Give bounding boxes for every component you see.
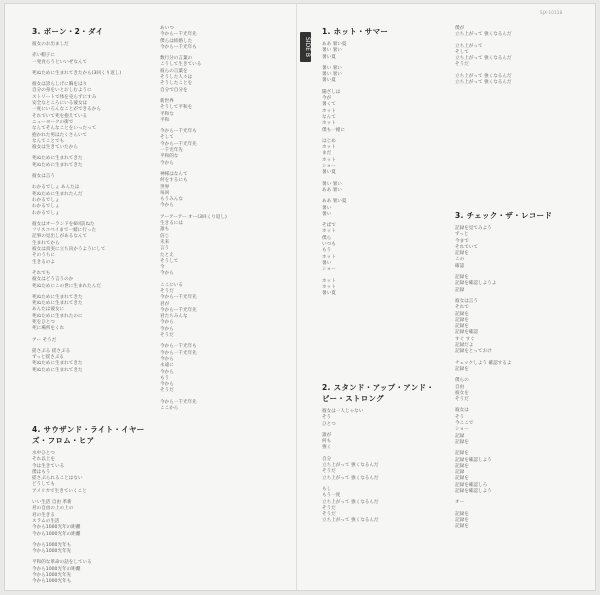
lyric-line: 彼女を bbox=[455, 390, 469, 396]
stanza-gap bbox=[160, 412, 280, 417]
lyric-line: 記事の見出しがあるなんて bbox=[32, 234, 88, 240]
lyric-line: 彼女は一人じゃない bbox=[322, 409, 364, 414]
lyric-line: 神様はなんて bbox=[160, 171, 188, 177]
song-column-5 bbox=[322, 382, 440, 530]
lyric-stanza bbox=[32, 185, 150, 216]
lyric-stanza bbox=[160, 99, 280, 124]
lyric-line: 立ち上がって 強くなるんだ bbox=[322, 499, 379, 505]
lyric-line: 君の生きる bbox=[32, 512, 55, 518]
lyric-line: 死に場所をくれ bbox=[32, 326, 65, 332]
lyric-line: 死をひとつ bbox=[32, 319, 55, 325]
lyric-line: 今から一千光年も bbox=[160, 344, 197, 350]
lyric-line: 暑い bbox=[322, 260, 332, 266]
lyric-line: 今からー千光年先 bbox=[160, 295, 197, 301]
lyric-line: 今から bbox=[160, 369, 174, 375]
lyric-line: 死ぬために生まれてきた bbox=[32, 294, 83, 300]
lyric-line: 暑い bbox=[322, 211, 332, 217]
lyric-line: この bbox=[455, 257, 465, 263]
lyric-stanza bbox=[160, 283, 280, 340]
lyric-line: そうしたことを bbox=[160, 81, 193, 87]
lyric-line: そうだ bbox=[322, 512, 336, 518]
lyric-stanza bbox=[322, 66, 440, 85]
lyric-stanza bbox=[32, 560, 150, 585]
lyric-line: 僕はもう bbox=[32, 469, 51, 475]
lyric-line: もう bbox=[322, 248, 332, 254]
lyric-line: オー bbox=[455, 500, 465, 506]
lyric-stanza bbox=[322, 457, 440, 482]
lyric-stanza bbox=[160, 26, 280, 51]
lyric-line: 記録を bbox=[455, 317, 469, 323]
lyric-stanza bbox=[455, 451, 575, 495]
lyric-stanza bbox=[322, 409, 440, 428]
lyric-line: 今 bbox=[160, 265, 165, 271]
lyric-line: 彼女はオーランドを6回訪ねた bbox=[32, 221, 95, 227]
lyric-line: 今から1000光年も bbox=[32, 542, 72, 548]
stanza-gap bbox=[32, 374, 150, 379]
lyric-line: 僕らは結婚した bbox=[160, 38, 193, 44]
lyric-line: 永遠に bbox=[160, 363, 174, 369]
lyric-line: 彼女は真実に立ち向かうようにして bbox=[32, 247, 106, 253]
lyric-line: 君の自由の上の上の bbox=[32, 506, 74, 512]
lyric-line: ずっと揺さぶる bbox=[32, 355, 64, 361]
lyric-line: 安全なところにいる彼女は bbox=[32, 101, 88, 107]
lyric-line: 数行分の言葉の bbox=[160, 56, 193, 62]
lyric-line: 何も bbox=[322, 439, 332, 445]
lyric-line: ホット bbox=[322, 278, 336, 284]
lyric-line: 死ぬために生まれてきたから(3回くり返し) bbox=[32, 70, 122, 76]
lyric-line: 今から bbox=[160, 203, 174, 209]
lyric-line: 今は生きている bbox=[32, 463, 65, 469]
song-column-2 bbox=[32, 424, 150, 591]
song-title: 3. チェック・ザ・レコード bbox=[455, 211, 553, 220]
lyric-line: 君が bbox=[160, 301, 170, 307]
lyric-line: 誰も bbox=[160, 227, 170, 233]
lyric-stanza bbox=[32, 543, 150, 556]
lyric-stanza bbox=[160, 129, 280, 167]
lyric-stanza bbox=[455, 74, 575, 87]
lyric-line: 記録を bbox=[455, 463, 469, 469]
side-b-label: SIDE B bbox=[300, 32, 311, 62]
lyric-line: 記録を bbox=[455, 517, 469, 523]
lyric-line: 今から1000光年も bbox=[32, 579, 72, 585]
lyric-line: ショー bbox=[322, 164, 336, 170]
lyric-line: 誰が bbox=[322, 432, 332, 438]
lyric-stanza bbox=[160, 172, 280, 210]
lyric-line: 記録を bbox=[455, 251, 469, 257]
lyric-line: ああ 暑い夏 bbox=[322, 42, 347, 47]
center-fold bbox=[296, 3, 297, 591]
lyric-line: 今からー千光年も bbox=[160, 44, 197, 50]
lyric-line: 彼女は言う bbox=[32, 174, 55, 180]
lyric-line: 記録を見てみよう bbox=[455, 226, 492, 231]
lyric-line: ここから bbox=[160, 406, 179, 412]
lyric-line: 立ち上がって 強くなるんだ bbox=[455, 73, 512, 79]
lyric-line: 暑い 暑い bbox=[322, 48, 342, 54]
lyric-line: そうして平和を bbox=[160, 105, 193, 111]
lyric-stanza bbox=[32, 82, 150, 151]
lyric-line: 今から一千光年先 bbox=[160, 399, 197, 405]
lyric-line: それでいて bbox=[455, 244, 478, 250]
lyric-stanza bbox=[160, 56, 280, 94]
lyric-line: なんてそんなことをいったって bbox=[32, 126, 97, 132]
lyric-stanza bbox=[322, 199, 440, 218]
lyric-line: それでいて死を抱えている bbox=[32, 113, 88, 119]
lyric-line: ショー bbox=[455, 427, 469, 433]
lyric-line: 記録を bbox=[455, 275, 469, 281]
lyric-line: 記録 bbox=[455, 287, 465, 293]
stanza-gap bbox=[455, 86, 575, 91]
lyric-stanza bbox=[32, 349, 150, 374]
lyric-line: ホット bbox=[322, 108, 336, 114]
lyric-line: 立ち上がって 強くなるんだ bbox=[322, 463, 379, 469]
lyric-line: 僕らの bbox=[455, 378, 469, 384]
lyric-line: 今から1000光年の距離 bbox=[32, 566, 81, 572]
lyric-line: ここにいる bbox=[160, 282, 183, 288]
lyric-line: いつも bbox=[322, 242, 336, 248]
lyric-line: 記録を確認 bbox=[455, 330, 478, 336]
lyric-line: 彼女は生きていたから bbox=[32, 145, 78, 151]
lyric-line: もし bbox=[322, 486, 332, 492]
lyric-stanza bbox=[32, 295, 150, 333]
lyric-line: 暑い 暑い bbox=[322, 181, 342, 187]
lyric-stanza bbox=[455, 26, 575, 39]
lyric-line: 暑い 暑い bbox=[322, 65, 342, 71]
lyric-line: たとえ bbox=[160, 252, 174, 258]
lyric-line: 平和的な革命の話をしている bbox=[32, 560, 92, 566]
lyric-line: 暑い 暑い bbox=[322, 72, 342, 78]
lyric-line: 彼女はどう言うのか bbox=[32, 277, 74, 283]
lyric-line: どうしても bbox=[32, 482, 55, 488]
song-title: 3. ボーン・2・ダイ bbox=[32, 27, 104, 36]
lyric-line: まだ bbox=[322, 151, 332, 157]
lyric-line: 記録 bbox=[455, 433, 465, 439]
lyric-line: 今が bbox=[322, 96, 332, 102]
lyric-line: 立ち上がって 強くなるんだ bbox=[322, 518, 379, 524]
lyric-stanza bbox=[32, 451, 150, 495]
lyric-line: スラムの生活 bbox=[32, 518, 60, 524]
lyric-line: 信じ bbox=[160, 233, 170, 239]
lyric-line: 一度にいろんなことができるから bbox=[32, 107, 101, 113]
lyric-line: アーアーアー オー(3回くり返し) bbox=[160, 214, 227, 220]
lyric-line: 平和な bbox=[160, 111, 174, 117]
lyric-line: 暑い夏 bbox=[322, 291, 336, 297]
lyric-line: アー そうだ bbox=[32, 337, 57, 343]
lyric-line: 彼女は言う bbox=[455, 298, 478, 304]
lyric-line: もう bbox=[160, 375, 170, 381]
lyric-line: 今からー千光年先 bbox=[160, 141, 197, 147]
lyric-line: ひとつ bbox=[322, 421, 336, 427]
lyric-line: 彼らの言葉を bbox=[160, 68, 188, 74]
lyric-line: 死ぬために生まれてきた bbox=[32, 156, 83, 162]
lyric-line: 赤い帽子に bbox=[32, 53, 55, 59]
lyric-line: ショー bbox=[322, 267, 336, 273]
lyric-line: 彼女のお出ましだ bbox=[32, 42, 69, 47]
lyric-line: そばで bbox=[322, 223, 336, 229]
lyric-line: 今から bbox=[160, 382, 174, 388]
lyric-line: そうだ bbox=[160, 388, 174, 394]
lyric-line: もう一度 bbox=[322, 493, 341, 499]
lyric-line: こうして生きている bbox=[160, 62, 202, 68]
lyric-line: 言う bbox=[160, 246, 170, 252]
lyric-line: ストリートで体を売らずにすみ bbox=[32, 94, 97, 100]
lyric-line: 死ぬために生まれたんだ bbox=[32, 191, 83, 197]
lyric-line: 平和 bbox=[160, 117, 170, 123]
lyric-line: そう bbox=[322, 415, 332, 421]
lyric-line: 一発食らうといいぜなんて bbox=[32, 59, 88, 65]
lyric-line: 記録を bbox=[455, 524, 469, 530]
lyric-line: なんて bbox=[322, 114, 336, 120]
lyric-line: ホット bbox=[322, 157, 336, 163]
lyric-line: 死ぬために生まれてきた bbox=[32, 162, 83, 168]
song-column-4 bbox=[322, 26, 440, 302]
lyric-line: 抱かれた男はたくさんいて bbox=[32, 132, 88, 138]
lyric-line: 強く bbox=[322, 445, 332, 451]
lyric-line: 記録を確認しようよ bbox=[455, 281, 497, 287]
lyric-line: 暑い夏 bbox=[322, 170, 336, 176]
lyric-line: 確認 bbox=[455, 263, 465, 269]
lyric-line: 生きるのよ bbox=[32, 259, 55, 265]
lyric-line: 記録を確認しよう bbox=[455, 488, 492, 494]
lyric-line: 水中ひとつ bbox=[32, 451, 55, 456]
lyric-line: 今からー千光年も bbox=[160, 129, 197, 135]
lyric-stanza bbox=[322, 223, 440, 273]
lyric-line: もうみんな bbox=[160, 197, 183, 203]
lyric-stanza bbox=[455, 361, 575, 374]
lyric-line: 記録を bbox=[455, 439, 469, 445]
lyric-line: そして bbox=[160, 135, 174, 141]
lyric-line: 一千光年先 bbox=[160, 148, 183, 154]
lyric-stanza bbox=[32, 222, 150, 266]
lyric-line: そうした人々は bbox=[160, 75, 193, 81]
lyric-line: ニューヨークの街で bbox=[32, 119, 74, 125]
lyric-line: 今から1000光年の距離 bbox=[32, 531, 81, 537]
lyric-line: わかるでしょ bbox=[32, 197, 60, 203]
lyric-line: 自分 bbox=[322, 456, 332, 462]
lyric-stanza bbox=[160, 344, 280, 394]
lyric-line: 未来 bbox=[160, 239, 170, 245]
lyric-line: 毎回 bbox=[160, 190, 170, 196]
lyric-line: あんたは彼女に bbox=[32, 307, 65, 313]
lyric-line: 今から bbox=[160, 326, 174, 332]
lyric-line: 生きるには bbox=[160, 221, 183, 227]
lyric-line: そうだ bbox=[322, 469, 336, 475]
lyric-line: そうだ bbox=[455, 62, 469, 68]
song-title: 2. スタンド・アップ・アンド・ビー・ストロング bbox=[322, 383, 435, 403]
lyric-line: 自由 bbox=[455, 384, 465, 390]
lyric-line: 陽ざしは bbox=[322, 89, 341, 95]
lyric-line: 立ち上がって 強くなるんだ bbox=[455, 32, 512, 38]
lyric-line: 暑い夏 bbox=[322, 54, 336, 60]
lyric-line: そして bbox=[455, 49, 469, 55]
lyric-line: そのうちに bbox=[32, 253, 55, 259]
lyric-line: 死ぬために生まれてきた bbox=[32, 367, 83, 373]
lyric-line: そう bbox=[455, 414, 465, 420]
lyric-line: なんてことでも bbox=[32, 138, 65, 144]
lyric-line: そうだ bbox=[160, 288, 174, 294]
lyric-line: 今からー千光年先 bbox=[160, 307, 197, 313]
lyric-line: 立ち上がって bbox=[455, 43, 483, 49]
lyric-line: 今まで bbox=[455, 238, 469, 244]
lyric-stanza bbox=[322, 42, 440, 61]
song-title: 1. ホット・サマー bbox=[322, 27, 389, 36]
lyric-line: 今から bbox=[160, 160, 174, 166]
lyric-line: 記録を bbox=[455, 366, 469, 372]
lyric-line: 死ぬために生まれてきた bbox=[32, 361, 83, 367]
lyric-stanza bbox=[455, 378, 575, 403]
lyric-stanza bbox=[160, 215, 280, 278]
song-column-7 bbox=[455, 210, 575, 535]
lyric-line: 記録を bbox=[455, 311, 469, 317]
lyric-line: 死ぬためにこの世に生まれたんだ bbox=[32, 283, 101, 289]
lyric-line: 生まれてから bbox=[32, 240, 60, 246]
lyric-line: 今からー千光年先 bbox=[160, 32, 197, 38]
song-title: 4. サウザンド・ライト・イヤーズ・フロム・ヒア bbox=[32, 425, 145, 445]
lyric-line: わかるでしょ あんたは bbox=[32, 185, 80, 191]
lyric-line: ホット bbox=[322, 284, 336, 290]
lyric-line: 今から bbox=[160, 356, 174, 362]
lyric-line: 死ぬために生まれたのに bbox=[32, 313, 83, 319]
stanza-gap bbox=[322, 525, 440, 530]
lyric-line: 自分の身をいとおしむように bbox=[32, 88, 92, 94]
lyric-line: 今から1000光年の距離 bbox=[32, 525, 81, 531]
lyric-line: そうして bbox=[160, 258, 179, 264]
lyric-stanza bbox=[322, 487, 440, 525]
lyric-line: 今から bbox=[160, 320, 174, 326]
lyric-line: ホット bbox=[322, 145, 336, 151]
lyric-stanza bbox=[455, 44, 575, 69]
catalog-number: SJX-10118 bbox=[540, 10, 563, 15]
lyric-line: わかるでしょ bbox=[32, 204, 60, 210]
lyric-line: ホット bbox=[322, 229, 336, 235]
lyric-line: そうだ bbox=[455, 397, 469, 403]
lyric-stanza bbox=[160, 400, 280, 413]
lyric-line: 立ち上がって 強くなるんだ bbox=[455, 80, 512, 86]
lyric-line: 記録を bbox=[455, 324, 469, 330]
lyric-line: ああ 暑い夏 bbox=[322, 199, 347, 205]
lyric-stanza bbox=[322, 90, 440, 134]
lyric-line: ホット bbox=[322, 121, 336, 127]
lyric-stanza bbox=[32, 271, 150, 290]
lyric-line: 新世界 bbox=[160, 98, 174, 104]
lyric-line: それでも bbox=[32, 270, 51, 276]
lyric-line: 立ち上がって 強くなるんだ bbox=[455, 56, 512, 62]
lyric-stanza bbox=[455, 226, 575, 270]
lyric-stanza bbox=[32, 500, 150, 538]
lyric-line: 立ち上がって 強くなるんだ bbox=[322, 475, 379, 481]
lyric-line: 今から1000光年先 bbox=[32, 573, 72, 579]
lyric-line: 彼女は bbox=[455, 408, 469, 414]
lyric-line: 今から bbox=[160, 271, 174, 277]
lyric-line: 死ぬために生まれてきた bbox=[32, 301, 83, 307]
lyric-stanza bbox=[455, 275, 575, 294]
lyric-line: はじめ bbox=[322, 138, 336, 144]
lyric-line: ずっと bbox=[455, 232, 469, 238]
lyric-line: 記録を確認しろ bbox=[455, 482, 488, 488]
lyric-line: そうだ bbox=[160, 333, 174, 339]
lyric-stanza bbox=[32, 156, 150, 169]
lyric-line: 平和的な bbox=[160, 154, 179, 160]
lyric-line: 君たちみんな bbox=[160, 314, 188, 320]
lyric-line: いい生活 自由 革新 bbox=[32, 500, 72, 506]
lyric-stanza bbox=[455, 299, 575, 356]
lyric-line: それで bbox=[455, 305, 469, 311]
lyric-line: 彼女は誇らしげに胸をはり bbox=[32, 82, 88, 88]
lyric-line: あいつ bbox=[160, 26, 174, 31]
lyric-line: 記録をとっておけ bbox=[455, 349, 492, 355]
lyric-line: 揺さぶる 揺さぶる bbox=[32, 348, 71, 354]
lyric-line: 記録だよ bbox=[455, 343, 474, 349]
lyric-stanza bbox=[455, 408, 575, 446]
lyric-line: 今ここで bbox=[455, 421, 474, 427]
lyric-line: 僕も一緒に bbox=[322, 127, 345, 133]
lyric-line: ホット bbox=[322, 254, 336, 260]
lyric-line: 僕ら bbox=[322, 235, 332, 241]
lyric-line: フリスコベイまで一緒に行った bbox=[32, 228, 97, 234]
lyric-line: そうだ bbox=[322, 505, 336, 511]
lyric-line: 僕が bbox=[455, 26, 465, 31]
stanza-gap bbox=[455, 530, 575, 535]
lyric-line: 暑い夏 bbox=[322, 78, 336, 84]
stanza-gap bbox=[32, 586, 150, 591]
lyric-line: 暑い bbox=[322, 205, 332, 211]
lyric-line: 揺さぶられることはない bbox=[32, 476, 83, 482]
lyric-line: チェックしよう 確認するよ bbox=[455, 360, 512, 366]
lyric-line: 今から一千光年先 bbox=[160, 350, 197, 356]
lyric-line: 記録 bbox=[455, 470, 465, 476]
lyric-line: 記録を bbox=[455, 511, 469, 517]
lyric-line: アメリカで生きていくこと bbox=[32, 488, 87, 494]
lyric-stanza bbox=[322, 139, 440, 177]
lyric-line: 世界 bbox=[160, 184, 170, 190]
lyric-line: わかるでしょ bbox=[32, 210, 60, 216]
lyric-line: 自分で自分を bbox=[160, 87, 188, 93]
lyric-stanza bbox=[322, 182, 440, 195]
lyric-stanza bbox=[455, 512, 575, 531]
lyric-stanza bbox=[322, 279, 440, 298]
lyric-line: ああ 暑い bbox=[322, 187, 342, 193]
lyric-stanza bbox=[32, 53, 150, 66]
lyric-line: 暑くて bbox=[322, 102, 336, 108]
lyric-line: 今から1000光年先 bbox=[32, 549, 72, 555]
song-column-1 bbox=[32, 26, 150, 379]
song-column-6 bbox=[455, 26, 575, 91]
stanza-gap bbox=[322, 297, 440, 302]
lyric-line: 何をするにも bbox=[160, 178, 188, 184]
lyric-line: 記録を確認しよう bbox=[455, 457, 492, 463]
lyric-line: すぐ すぐ bbox=[455, 336, 475, 342]
lyric-line: それ以上を bbox=[32, 457, 55, 463]
song-column-3 bbox=[160, 26, 280, 417]
lyric-stanza bbox=[322, 433, 440, 452]
lyric-line: 記録を bbox=[455, 476, 469, 482]
lyric-line: 記録を bbox=[455, 451, 469, 457]
